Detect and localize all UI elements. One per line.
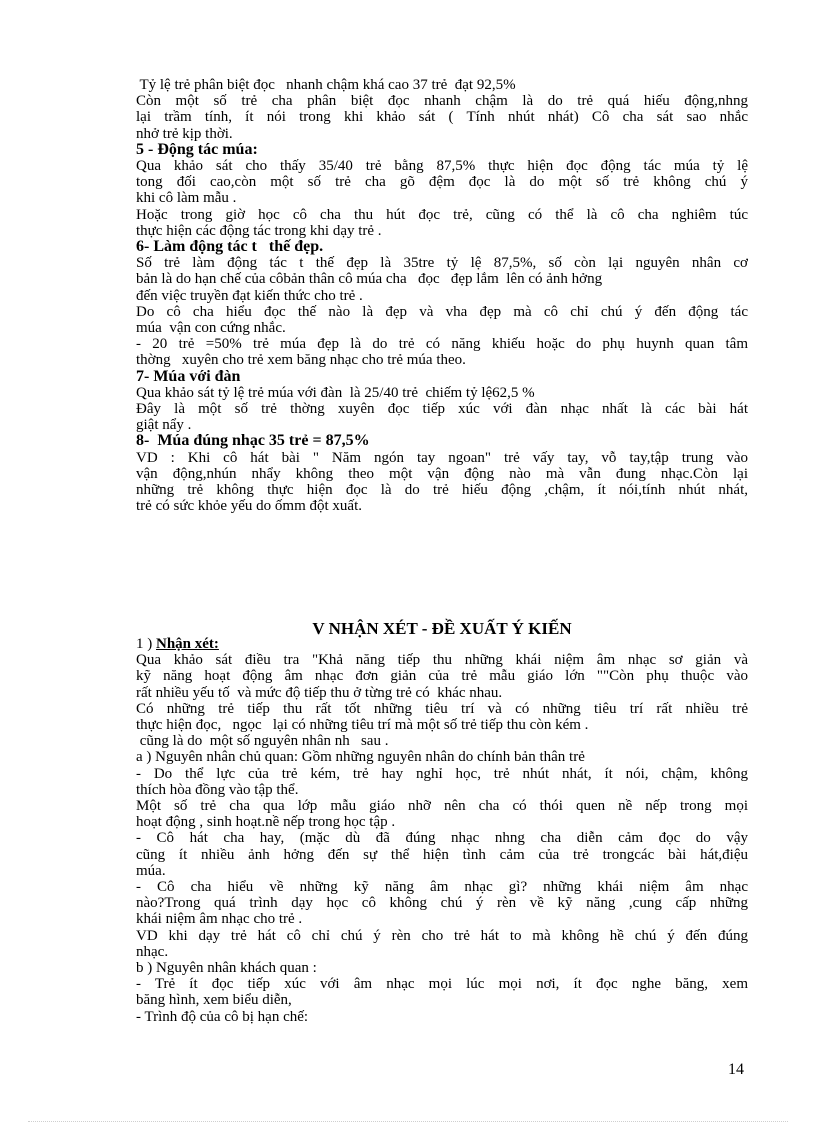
text-line: thờng xuyên cho trẻ xem băng nhạc cho trẻ múa theo. [136,352,466,369]
text-line: Hoặc trong giờ học cô cha thu hút đọc trẻ, cũng có thể là cô cha nghiêm túc [136,206,748,223]
text-line: cũng là do một số nguyên nhân nh sau . [136,733,389,750]
text-line: thích hòa đồng vào tập thể. [136,781,299,798]
text-line: - Trình độ của cô bị hạn chế: [136,1008,309,1025]
text-line: VD khi dạy trẻ hát cô chỉ chú ý rèn cho trẻ hát to mà không hề chú ý đến đúng [136,927,748,944]
text-line: Qua khảo sát tỷ lệ trẻ múa với đàn là 25/40 trẻ chiếm tỷ lệ62,5 % [136,384,535,401]
text-line: - Trẻ ít đọc tiếp xúc với âm nhạc mọi lúc mọi nơi, ít đọc nghe băng, xem [136,976,748,993]
text-line: - Do thể lực của trẻ kém, trẻ hay nghỉ học, trẻ nhút nhát, ít nói, chậm, không [136,765,748,782]
section-heading: 6- Làm động tác t thế đẹp. [136,238,324,256]
text-line: Tỷ lệ trẻ phân biệt đọc nhanh chậm khá cao 37 trẻ đạt 92,5% [136,77,516,93]
text-line: giật nẩy . [136,417,192,434]
text-line: a ) Nguyên nhân chủ quan: Gồm những nguyên nhân do chính bản thân trẻ [136,749,585,766]
assessment-section [136,636,748,1025]
section-heading: 5 - Động tác múa: [136,140,258,158]
text-line: Số trẻ làm động tác t thế đẹp là 35tre tỷ lệ 87,5%, số còn lại nguyên nhân cơ [136,255,748,272]
text-line: - Cô hát cha hay, (mặc dù đã đúng nhạc nhng cha diễn cảm đọc do vậy [136,830,748,847]
text-line: rất nhiều yếu tố và mức độ tiếp thu ở từng trẻ có khác nhau. [136,684,503,701]
text-line: khái niệm âm nhạc cho trẻ . [136,911,303,928]
text-line: tong đối cao,còn một số trẻ cha gõ đệm đọc là do một số trẻ không chú ý [136,174,748,191]
text-line: b ) Nguyên nhân khách quan : [136,960,317,977]
text-line: băng hình, xem biểu diễn, [136,992,292,1009]
subsection-number: 1 ) [136,636,156,652]
text-line: kỹ năng hoạt động âm nhạc đơn giản của trẻ mẫu giáo lớn ""Còn phụ thuộc vào [136,668,748,685]
text-line: đến việc truyền đạt kiến thức cho trẻ . [136,287,363,304]
section-title: V NHẬN XÉT - ĐỀ XUẤT Ý KIẾN [312,619,572,638]
text-line: Có những trẻ tiếp thu rất tốt những tiêu trí và có những tiêu trí rất nhiều trẻ [136,700,748,717]
text-line: lại trầm tính, ít nói trong khi khảo sát ( Tính nhút nhát) Cô cha sát sao nhắc [136,109,748,126]
text-line: vận động,nhún nhẩy không theo một vận động nào mà vẫn đung nhạc.Còn lại [136,465,748,482]
text-line: thực hiện đọc, ngọc lại có những tiêu trí mà một số trẻ tiếp thu còn kém . [136,717,589,734]
section-heading: 8- Múa đúng nhạc 35 trẻ = 87,5% [136,432,370,450]
text-line: trẻ có sức khỏe yếu do ốmm đột xuất. [136,498,362,515]
text-line: Do cô cha hiểu đọc thế nào là đẹp và vha đẹp mà cô chỉ chú ý đến động tác [136,303,748,320]
text-line: Qua khảo sát cho thấy 35/40 trẻ bằng 87,5% thực hiện đọc động tác múa tỷ lệ [136,158,748,175]
subsection-label: Nhận xét: [156,636,219,652]
section-heading: 7- Múa với đàn [136,367,241,385]
text-line: cũng ít nhiều ảnh hởng đến sự thể hiện tình cảm của trẻ trongcác bài hát,điệu [136,846,748,863]
text-line: VD : Khi cô hát bài " Năm ngón tay ngoan" trẻ vấy tay, vỗ tay,tập trung vào [136,449,748,466]
text-line: bản là do hạn chế của côbản thân cô múa cha đọc đẹp lắm lên có ảnh hởng [136,271,603,288]
footer-divider [28,1121,788,1122]
text-line: nhở trẻ kịp thời. [136,125,233,142]
text-line: Qua khảo sát điều tra "Khả năng tiếp thu những khái niệm âm nhạc sơ giản và [136,652,748,669]
text-line: múa. [136,862,166,879]
page-number: 14 [728,1061,744,1078]
text-line: múa vận con cứng nhắc. [136,320,286,337]
text-line: Đây là một số trẻ thờng xuyên đọc tiếp xúc với đàn nhạc nhất là các bài hát [136,401,748,418]
text-line: Còn một số trẻ cha phân biệt đọc nhanh chậm là do trẻ quá hiếu động,nhng [136,93,748,110]
subsection-heading [136,636,748,652]
text-line: - 20 trẻ =50% trẻ múa đẹp là do trẻ có năng khiếu hoặc do phụ huynh quan tâm [136,336,748,353]
text-line: khi cô làm mẫu . [136,190,237,207]
text-line: nhạc. [136,943,169,960]
intro-paragraph [136,77,748,514]
text-line: hoạt động , sinh hoạt.nề nếp trong học tập . [136,814,396,831]
text-line: những trẻ không thực hiện đọc là do trẻ hiếu động ,chậm, ít nói,tính nhút nhát, [136,482,748,499]
text-line: Một số trẻ cha qua lớp mẫu giáo nhỡ nên cha có thói quen nề nếp trong mọi [136,798,748,815]
text-line: - Cô cha hiểu về những kỹ năng âm nhạc gì? những khái niệm âm nhạc [136,879,748,896]
text-line: nào?Trong quá trình dạy học cô không chú ý rèn về kỹ năng ,cung cấp những [136,895,748,912]
text-line: thực hiện các động tác trong khi dạy trẻ . [136,222,382,239]
